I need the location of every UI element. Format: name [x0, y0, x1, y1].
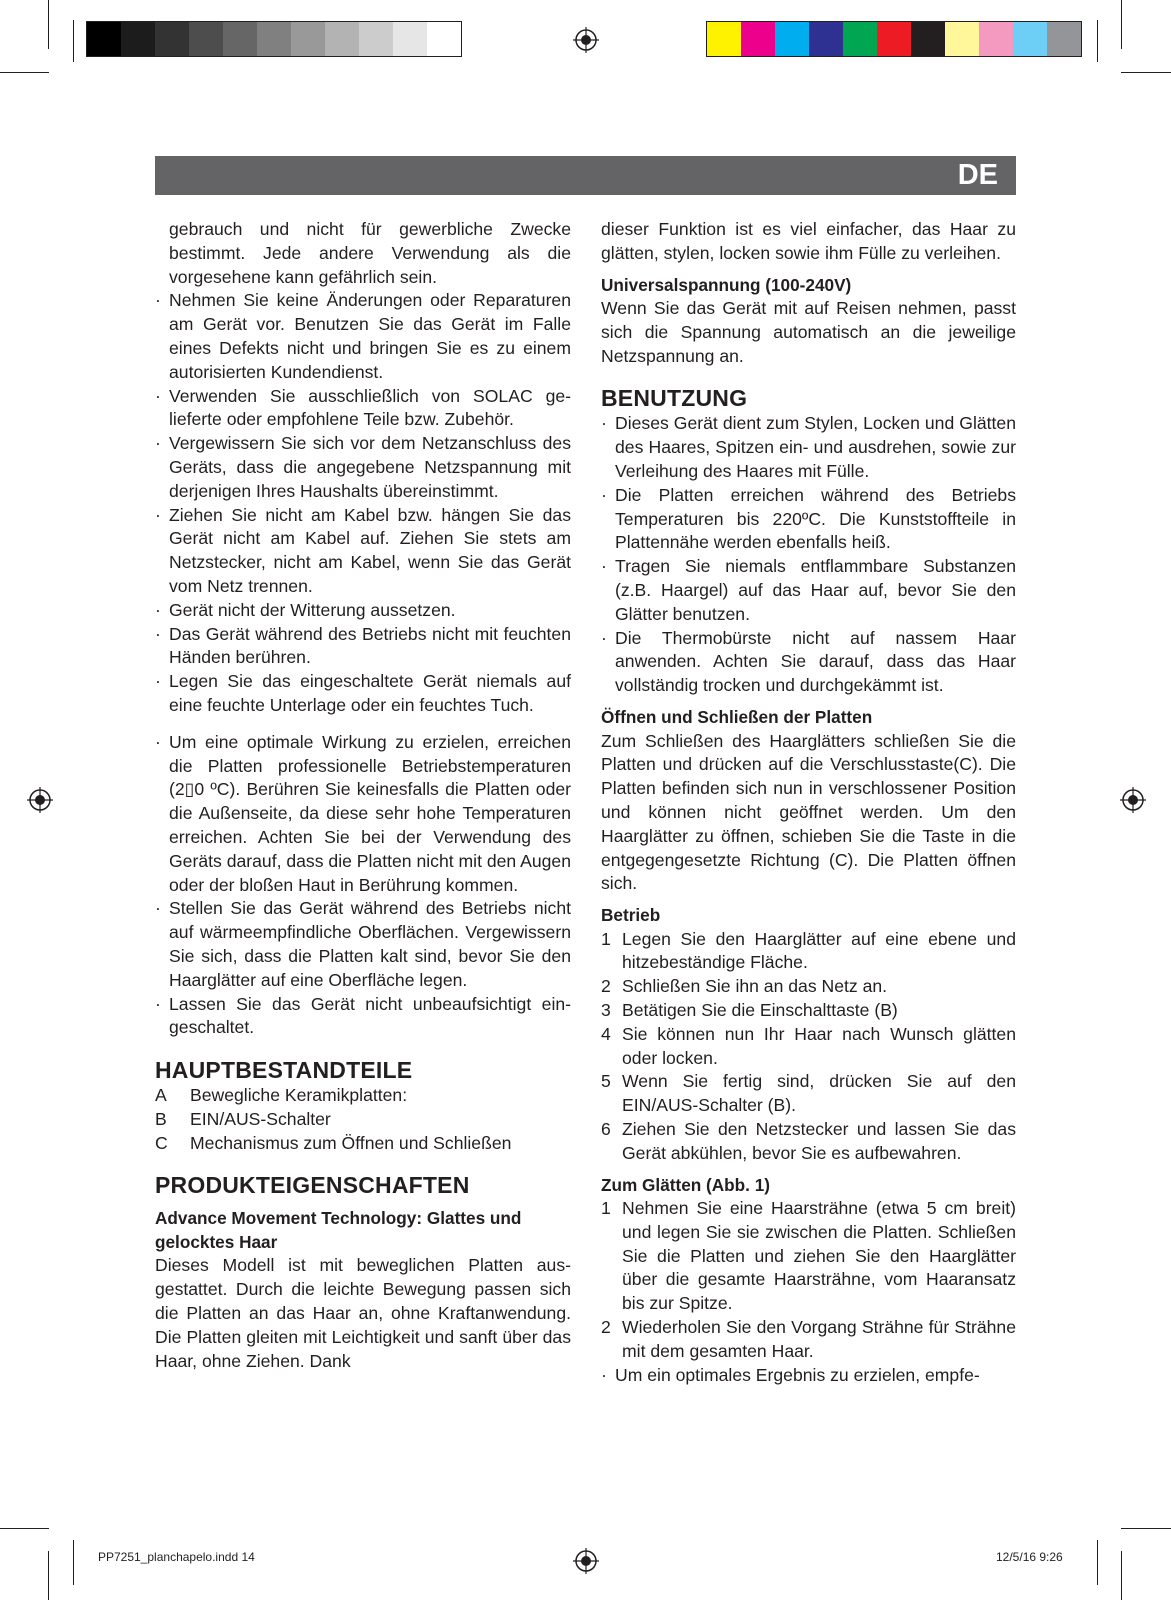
crop-mark: [0, 1528, 49, 1529]
feature-paragraph: Dieses Modell ist mit beweglichen Platten ausgestattet. Durch die leichte Bewegung passen sich die Platten an das Haar an, ohne Kraftanwendung. Die Platten gleiten mit Leichtigkeit und sanft über das Haar, ohne Ziehen. Dank: [155, 1255, 571, 1371]
subsection-title-betrieb: Betrieb: [601, 905, 661, 926]
crop-mark: [1121, 1528, 1171, 1529]
registration-mark-icon: [573, 27, 599, 53]
gray-swatch: [257, 22, 291, 56]
left-column: [155, 218, 571, 1373]
language-header-bar: [155, 156, 1016, 195]
step-number: 3: [601, 1000, 611, 1021]
footer-date: 12/5/16 9:26: [996, 1550, 1063, 1564]
step-number: 6: [601, 1119, 611, 1139]
step-text: Sie können nun Ihr Haar nach Wunsch glätten oder locken.: [622, 1023, 1016, 1068]
component-letter: B: [155, 1108, 167, 1129]
crop-mark: [48, 1551, 49, 1600]
component-text: Bewegliche Keramikplatten:: [190, 1085, 408, 1106]
betrieb-step: [601, 1070, 1016, 1118]
footer-file-name: PP7251_planchapelo.indd 14: [98, 1550, 255, 1564]
step-text: Betätigen Sie die Einschalttaste (B): [622, 1000, 898, 1021]
step-number: 1: [601, 928, 611, 949]
registration-mark-icon: [1120, 787, 1146, 813]
color-swatch: [809, 22, 843, 56]
glaetten-step: [601, 1197, 1016, 1316]
safety-bullet: · Vergewissern Sie sich vor dem Netzanschluss des Geräts, dass die angegebene Netzspannung mit derjenigen Ihres Haushalts übereinstimmt.: [155, 432, 571, 503]
step-text: Schließen Sie ihn an das Netz an.: [622, 976, 888, 997]
subsection-title-glaetten: Zum Glätten (Abb. 1): [601, 1174, 771, 1195]
betrieb-step: [601, 975, 1016, 999]
betrieb-step: [601, 999, 1016, 1023]
step-number: 1: [601, 1198, 611, 1219]
component-text: EIN/AUS-Schalter: [190, 1108, 331, 1129]
crop-mark: [1097, 1540, 1098, 1585]
component-item: [155, 1108, 571, 1132]
color-swatch: [1013, 22, 1047, 56]
step-number: 5: [601, 1071, 611, 1092]
gray-swatch: [155, 22, 189, 56]
safety-bullet: · Nehmen Sie keine Änderungen oder Reparaturen am Gerät vor. Benutzen Sie das Gerät im Falle eines Defekts nicht und bringen Sie es zu einem autorisierten Kundendienst.: [155, 289, 571, 384]
crop-mark: [73, 20, 74, 62]
crop-mark: [1121, 0, 1122, 49]
step-text: Wenn Sie fertig sind, drücken Sie auf den EIN/AUS-Schalter (B).: [622, 1071, 1016, 1116]
component-item: [155, 1084, 571, 1108]
crop-mark: [48, 0, 49, 49]
gray-swatch: [121, 22, 155, 56]
usage-bullet: · Dieses Gerät dient zum Stylen, Locken und Glätten des Haares, Spitzen ein- und ausdrehen, sowie zur Verleihung des Haares mit Fülle.: [601, 412, 1016, 483]
grayscale-color-bar: [86, 21, 462, 57]
crop-mark: [0, 72, 49, 73]
subsection-title-advance-movement: Advance Movement Technology: Glattes und gelocktes Haar: [155, 1208, 522, 1252]
step-text: Nehmen Sie eine Haarsträhne (etwa 5 cm breit) und legen Sie sie zwischen die Platten. Schließen Sie die Platten und ziehen Sie den Haarglätter über die gesamte Haarsträhne, vom Haaransatz bis zur Spitze.: [622, 1198, 1016, 1314]
gray-swatch: [427, 22, 461, 56]
step-text: Legen Sie den Haarglätter auf eine ebene und hitzebeständige Fläche.: [622, 928, 1016, 973]
color-swatch: [877, 22, 911, 56]
gray-swatch: [223, 22, 257, 56]
universal-paragraph: Wenn Sie das Gerät mit auf Reisen nehmen, passt sich die Spannung automatisch an die jeweilige Netzspannung an.: [601, 298, 1016, 366]
feature-paragraph-continued: dieser Funktion ist es viel einfacher, das Haar zu glätten, stylen, locken sowie ihm Fülle zu verleihen.: [601, 219, 1016, 263]
intro-paragraph: gebrauch und nicht für gewerbliche Zwecke bestimmt. Jede andere Verwendung als die vorgesehene kann gefährlich sein.: [169, 219, 571, 287]
crop-mark: [1097, 20, 1098, 62]
gray-swatch: [359, 22, 393, 56]
step-number: 4: [601, 1023, 611, 1044]
gray-swatch: [87, 22, 121, 56]
safety-bullet: · Um eine optimale Wirkung zu erzielen, erreichen die Platten professionelle Betriebstemperaturen (2▯0 ºC). Berühren Sie keinesfalls die Platten oder die Außenseite, da diese sehr hohe Temperaturen erreichen. Achten Sie bei der Verwendung des Geräts darauf, dass die Platten nicht mit den Augen oder der bloßen Haut in Berührung kommen.: [155, 731, 571, 898]
gray-swatch: [189, 22, 223, 56]
registration-mark-icon: [27, 787, 53, 813]
component-item: [155, 1132, 571, 1156]
betrieb-step: [601, 928, 1016, 976]
safety-bullet: · Stellen Sie das Gerät während des Betriebs nicht auf wärmeempfindliche Oberflächen. Vergewissern Sie sich, dass die Platten kalt sind, bevor Sie den Haarglätter auf eine Oberfläche legen.: [155, 897, 571, 992]
crop-mark: [73, 1540, 74, 1585]
color-swatch: [911, 22, 945, 56]
section-title-hauptbestandteile: HAUPTBESTANDTEILE: [155, 1057, 413, 1084]
color-swatch: [945, 22, 979, 56]
component-text: Mechanismus zum Öffnen und Schließen: [190, 1132, 512, 1153]
step-text: Ziehen Sie den Netzstecker und lassen Sie das Gerät abkühlen, bevor Sie es aufbewahren.: [622, 1119, 1016, 1163]
oeffnen-paragraph: Zum Schließen des Haarglätters schließen Sie die Platten und drücken auf die Verschlusstaste(C). Die Platten befinden sich nun in verschlossener Position und können nicht geöffnet werden. Um den Haarglätter zu öffnen, schieben Sie die Taste in die entgegengesetzte Richtung (C). Die Platten öffnen sich.: [601, 730, 1016, 894]
gray-swatch: [325, 22, 359, 56]
crop-mark: [1121, 72, 1171, 73]
glaetten-step: [601, 1316, 1016, 1364]
glaetten-bullet: · Um ein optimales Ergebnis zu erzielen, empfe-: [601, 1364, 1016, 1388]
safety-bullet: · Legen Sie das eingeschaltete Gerät niemals auf eine feuchte Unterlage oder ein feuchtes Tuch.: [155, 670, 571, 718]
color-swatch: [741, 22, 775, 56]
usage-bullet: · Tragen Sie niemals entflammbare Substanzen (z.B. Haargel) auf das Haar auf, bevor Sie den Glätter benutzen.: [601, 555, 1016, 626]
safety-bullet: · Das Gerät während des Betriebs nicht mit feuchten Händen berühren.: [155, 623, 571, 671]
betrieb-step: [601, 1118, 1016, 1166]
component-letter: C: [155, 1132, 168, 1153]
gray-swatch: [291, 22, 325, 56]
registration-mark-icon: [573, 1548, 599, 1574]
step-number: 2: [601, 976, 611, 997]
safety-bullet: · Gerät nicht der Witterung aussetzen.: [155, 599, 571, 623]
subsection-title-universalspannung: Universalspannung (100-240V): [601, 274, 852, 295]
color-swatch: [979, 22, 1013, 56]
usage-bullet: · Die Thermobürste nicht auf nassem Haar anwenden. Achten Sie darauf, dass das Haar vollständig trocken und durchgekämmt ist.: [601, 627, 1016, 698]
crop-mark: [1121, 1551, 1122, 1600]
component-letter: A: [155, 1085, 167, 1106]
safety-bullet: · Ziehen Sie nicht am Kabel bzw. hängen Sie das Gerät nicht am Kabel auf. Ziehen Sie stets am Netzstecker, nicht am Kabel, wenn Sie das Gerät vom Netz trennen.: [155, 504, 571, 599]
color-swatch: [707, 22, 741, 56]
right-column: [601, 218, 1016, 1387]
step-number: 2: [601, 1317, 611, 1338]
section-title-benutzung: BENUTZUNG: [601, 385, 748, 412]
usage-bullet: · Die Platten erreichen während des Betriebs Temperaturen bis 220ºC. Die Kunststoffteile in Plattennähe werden ebenfalls heiß.: [601, 484, 1016, 555]
color-swatch: [1047, 22, 1081, 56]
gray-swatch: [393, 22, 427, 56]
subsection-title-oeffnen: Öffnen und Schließen der Platten: [601, 707, 873, 728]
process-color-bar: [706, 21, 1082, 57]
safety-bullet: · Lassen Sie das Gerät nicht unbeaufsichtigt eingeschaltet.: [155, 993, 571, 1041]
color-swatch: [843, 22, 877, 56]
step-text: Wiederholen Sie den Vorgang Strähne für Strähne mit dem gesamten Haar.: [622, 1317, 1016, 1361]
betrieb-step: [601, 1023, 1016, 1071]
language-label: DE: [957, 159, 998, 191]
safety-bullet: · Verwenden Sie ausschließlich von SOLAC gelieferte oder empfohlene Teile bzw. Zubehör.: [155, 385, 571, 433]
section-title-produkteigenschaften: PRODUKTEIGENSCHAFTEN: [155, 1172, 470, 1199]
color-swatch: [775, 22, 809, 56]
